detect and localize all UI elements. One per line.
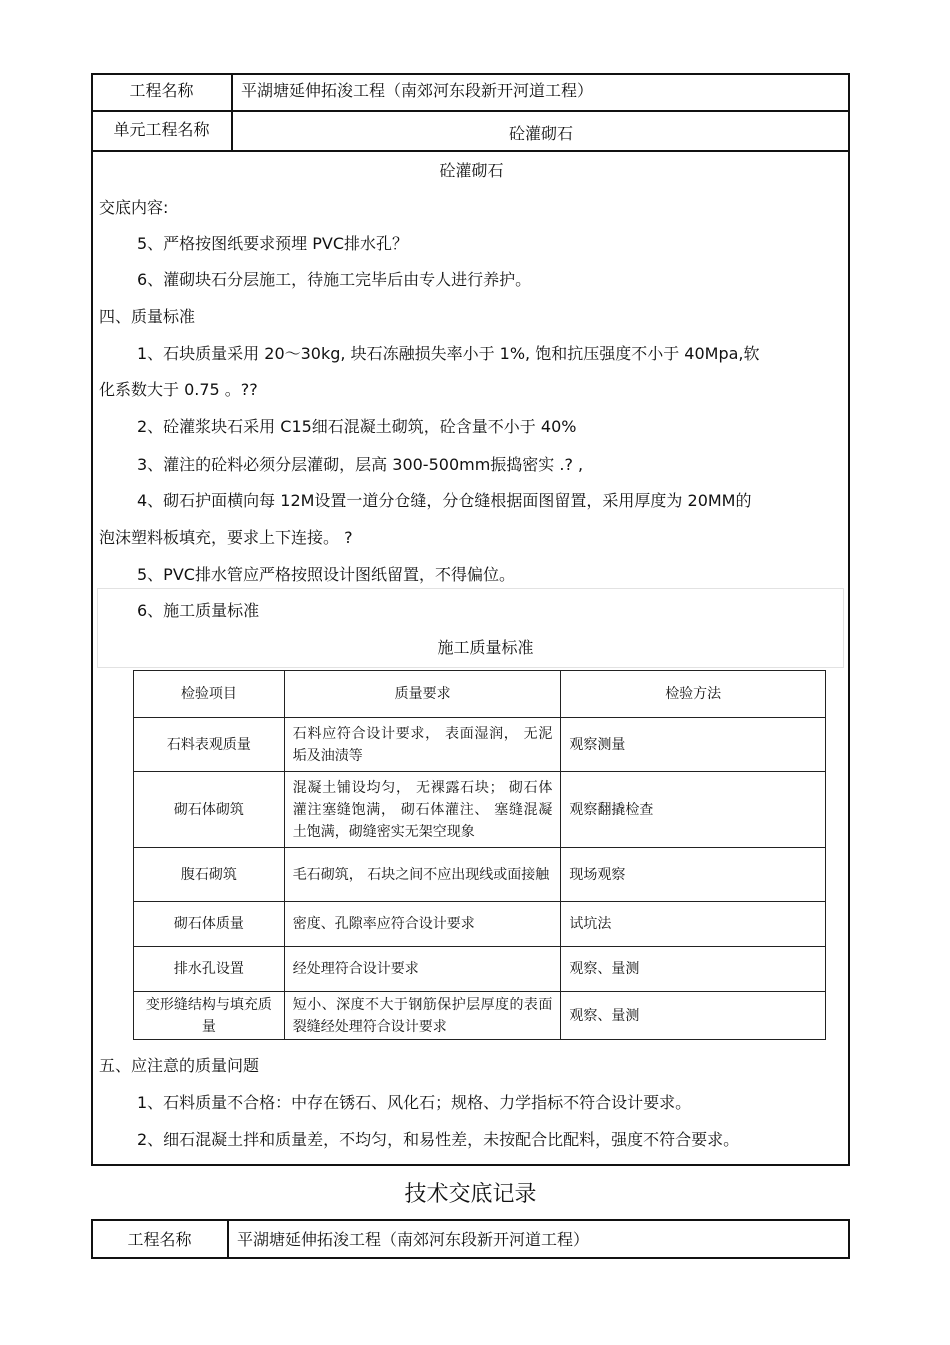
cell-item: 变形缝结构与填充质量 — [134, 992, 285, 1040]
quality-4-line-1: 4、砌石护面横向每 12M设置一道分仓缝，分仓缝根据面图留置，采用厚度为 20MM的 — [137, 491, 752, 510]
quality-5: 5、PVC排水管应严格按照设计图纸留置，不得偏位。 — [137, 565, 515, 584]
section-title: 砼灌砌石 — [439, 161, 504, 180]
quality-6: 6、施工质量标准 — [137, 601, 260, 620]
quality-3: 3、灌注的砼料必须分层灌砌，层高 300-500mm振捣密实 .? , — [137, 455, 584, 474]
col-header-item: 检验项目 — [134, 671, 285, 718]
page2-title: 技术交底记录 — [404, 1182, 537, 1207]
col-header-requirement: 质量要求 — [284, 671, 561, 718]
page2-project-label: 工程名称 — [127, 1230, 192, 1249]
quality-1-line-2: 化系数大于 0.75 。?? — [99, 380, 258, 399]
table-title: 施工质量标准 — [437, 638, 534, 657]
table-row — [134, 902, 826, 947]
unit-name-label: 单元工程名称 — [113, 120, 210, 139]
table-row — [134, 947, 826, 992]
cell-method: 观察翻撬检查 — [561, 772, 826, 848]
quality-1-line-1: 1、石块质量采用 20～30kg, 块石冻融损失率小于 1%, 饱和抗压强度不小于 40Mpa,软 — [137, 344, 760, 363]
cell-item: 砌石体质量 — [134, 902, 285, 947]
cell-requirement: 毛石砌筑， 石块之间不应出现线或面接触 — [284, 848, 561, 902]
col-header-method: 检验方法 — [561, 671, 826, 718]
cell-item: 排水孔设置 — [134, 947, 285, 992]
page2-col-divider — [227, 1219, 229, 1259]
cell-requirement: 石料应符合设计要求， 表面湿润， 无泥垢及油渍等 — [284, 718, 561, 772]
header-divider-2 — [91, 150, 850, 152]
cell-method: 现场观察 — [561, 848, 826, 902]
cell-requirement: 混凝土铺设均匀， 无裸露石块； 砌石体灌注塞缝饱满， 砌石体灌注、 塞缝混凝土饱满，砌缝密实无架空现象 — [284, 772, 561, 848]
quality-heading: 四、质量标准 — [99, 307, 196, 326]
quality-4-line-2: 泡沫塑料板填充，要求上下连接。 ? — [99, 528, 353, 547]
project-name-value: 平湖塘延伸拓浚工程（南郊河东段新开河道工程） — [241, 81, 594, 100]
table-row — [134, 992, 826, 1040]
note-2: 2、细石混凝土拌和质量差，不均匀，和易性差，未按配合比配料，强度不符合要求。 — [137, 1130, 740, 1149]
unit-name-value: 砼灌砌石 — [508, 124, 573, 143]
item-5: 5、严格按图纸要求预埋 PVC排水孔？ — [137, 234, 409, 253]
cell-requirement: 短小、深度不大于钢筋保护层厚度的表面裂缝经处理符合设计要求 — [284, 992, 561, 1040]
cell-requirement: 经处理符合设计要求 — [284, 947, 561, 992]
header-col-divider-1 — [231, 73, 233, 112]
page2-project-value: 平湖塘延伸拓浚工程（南郊河东段新开河道工程） — [237, 1230, 590, 1249]
table-row — [134, 848, 826, 902]
table-row — [134, 718, 826, 772]
note-1: 1、石料质量不合格：中存在锈石、风化石；规格、力学指标不符合设计要求。 — [137, 1093, 692, 1112]
cell-method: 观察、量测 — [561, 947, 826, 992]
notes-heading: 五、应注意的质量问题 — [99, 1056, 260, 1075]
quality-2: 2、砼灌浆块石采用 C15细石混凝土砌筑，砼含量不小于 40% — [137, 417, 577, 436]
table-row — [134, 772, 826, 848]
cell-requirement: 密度、孔隙率应符合设计要求 — [284, 902, 561, 947]
project-name-label: 工程名称 — [129, 81, 194, 100]
cell-item: 腹石砌筑 — [134, 848, 285, 902]
quality-standard-table — [133, 670, 826, 1040]
header-divider-1 — [91, 110, 850, 112]
item-6: 6、灌砌块石分层施工，待施工完毕后由专人进行养护。 — [137, 270, 532, 289]
cell-item: 石料表观质量 — [134, 718, 285, 772]
cell-method: 观察测量 — [561, 718, 826, 772]
intro-label: 交底内容: — [99, 198, 169, 217]
cell-item: 砌石体砌筑 — [134, 772, 285, 848]
cell-method: 试坑法 — [561, 902, 826, 947]
cell-method: 观察、量测 — [561, 992, 826, 1040]
table-header-row — [134, 671, 826, 718]
